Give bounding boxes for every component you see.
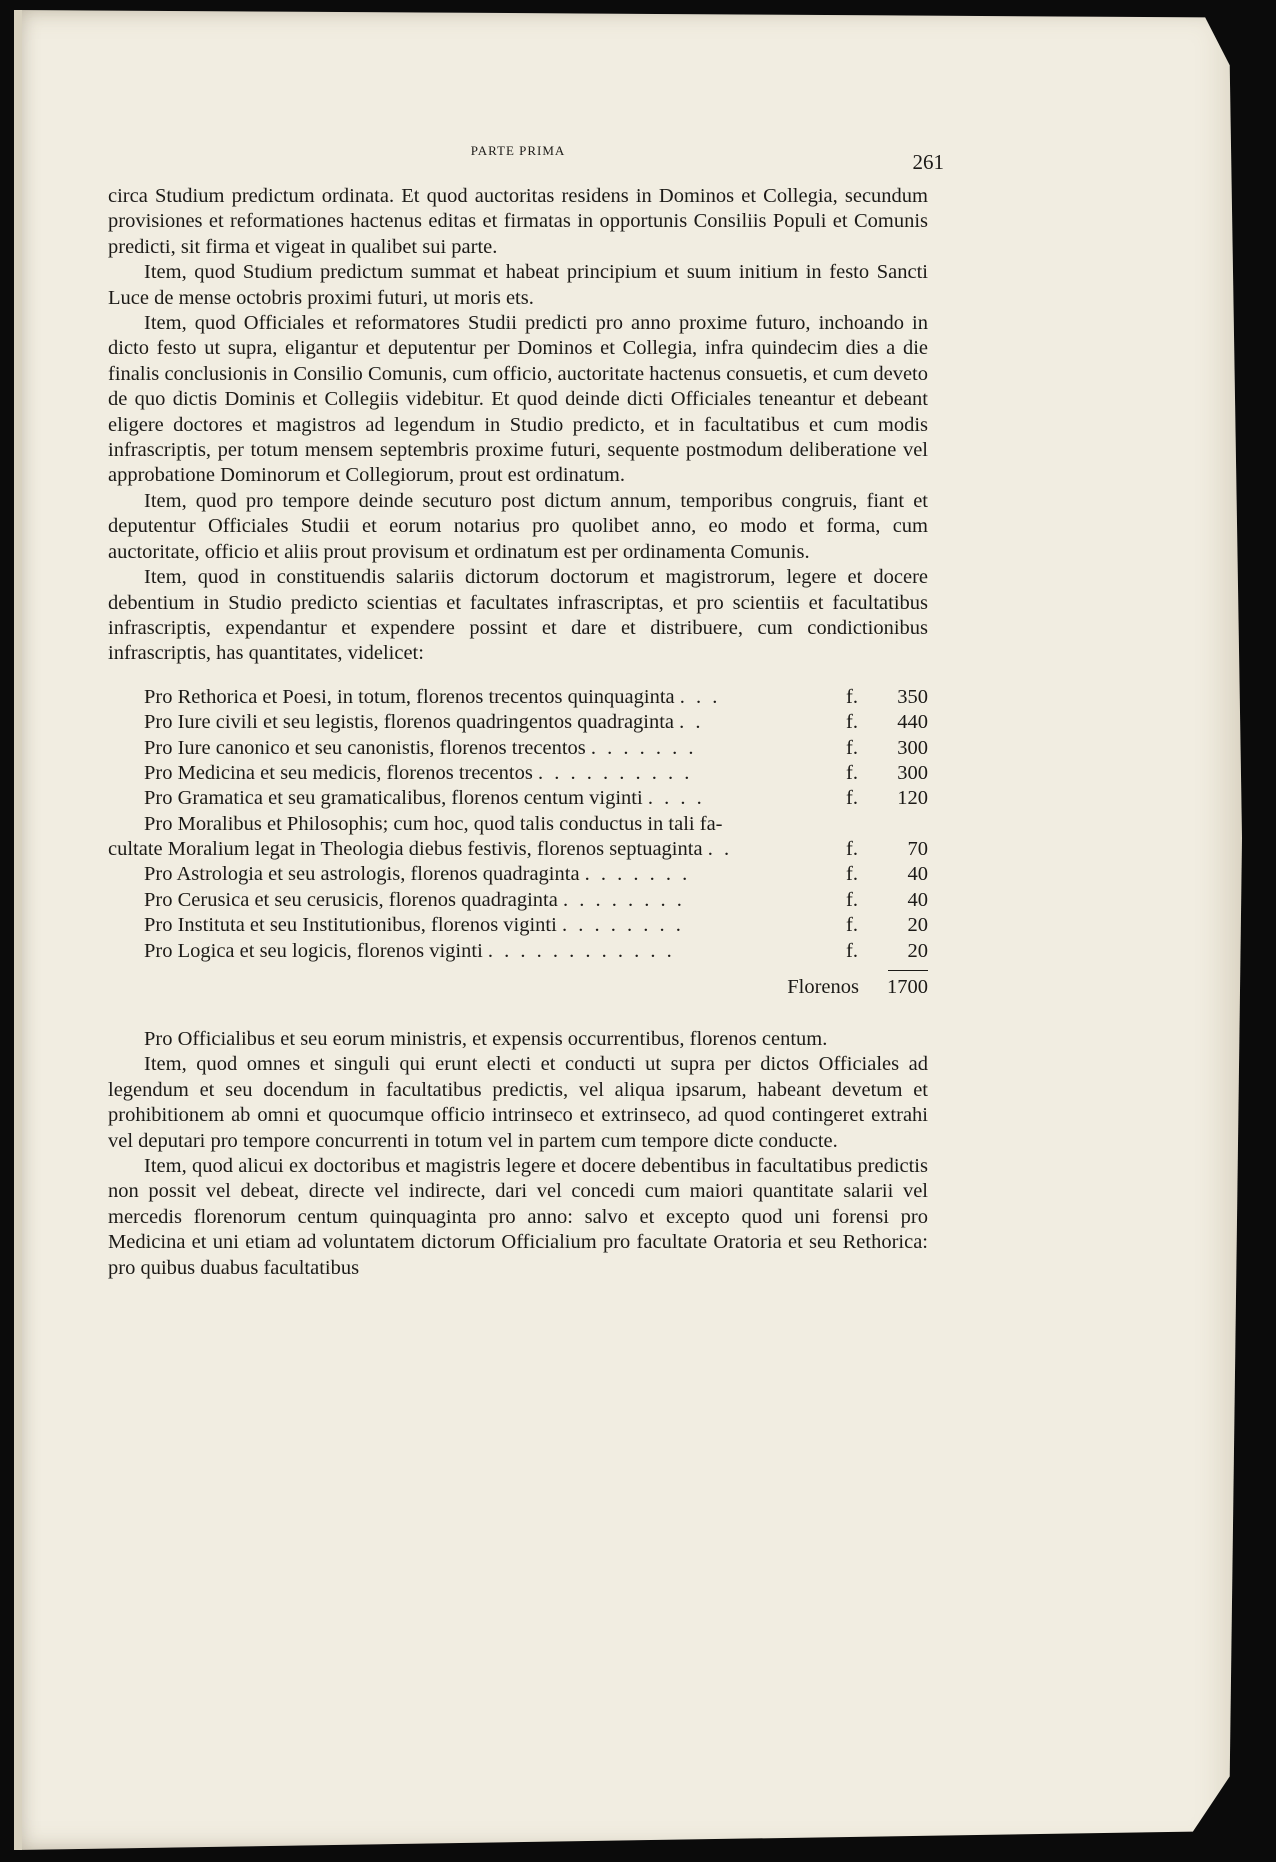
table-row [108, 786, 928, 811]
row-amount: 300 [897, 736, 928, 759]
table-row [108, 710, 928, 735]
table-row-moralibus-line2 [108, 837, 928, 862]
row-amount: 440 [897, 711, 928, 734]
row-text: Pro Iure canonico et seu canonistis, florenos trecentos [144, 736, 586, 759]
row-leader-dots: . . . . . . . . [562, 888, 685, 911]
row-leader-dots: . . . . [647, 787, 705, 810]
row-unit: f. [846, 787, 858, 810]
table-row [108, 913, 928, 938]
page-number: 261 [912, 150, 944, 174]
row-leader-dots: . . . . . . . [584, 863, 691, 886]
total-amount: 1700 [887, 976, 928, 999]
row-amount: 20 [907, 914, 928, 937]
row-leader-dots: . . . . . . . [590, 736, 697, 759]
row-text: Pro Cerusica et seu cerusicis, florenos quadraginta [144, 888, 558, 911]
row-leader-dots: . . [679, 711, 704, 734]
running-title: PARTE PRIMA [470, 143, 566, 158]
row-unit: f. [846, 736, 858, 759]
table-row [108, 939, 928, 964]
row-leader-dots: . . . . . . . . . . . . [487, 939, 675, 962]
paragraph: Item, quod alicui ex doctoribus et magistris legere et docere debentibus in facultatibus predictis non possit vel debeat, directe vel indirecte, dari vel concedi cum maiori quantitate salarii vel mercedis florenorum centum quinquaginta pro anno: salvo et excepto quod uni forensi pro Medicina et uni etiam ad voluntatem dictorum Officialium pro facultate Oratoria et seu Rethorica: pro quibus duabus facultatibus [108, 1155, 928, 1279]
row-amount: 300 [897, 761, 928, 784]
row-unit: f. [846, 863, 858, 886]
total-label: Florenos [787, 976, 859, 999]
row-unit: f. [846, 711, 858, 734]
row-text: Pro Astrologia et seu astrologis, florenos quadraginta [144, 863, 580, 886]
row-text: Pro Logica et seu logicis, florenos viginti [144, 939, 483, 962]
row-unit: f. [846, 914, 858, 937]
row-text: Pro Medicina et seu medicis, florenos trecentos [144, 761, 533, 784]
row-unit: f. [846, 939, 858, 962]
row-amount: 20 [907, 939, 928, 962]
table-row [108, 761, 928, 786]
paragraph: Item, quod pro tempore deinde secuturo post dictum annum, temporibus congruis, fiant et deputentur Officiales Studii et eorum notarius pro quolibet anno, eo modo et forma, cum auctoritate, officio et aliis prout provisum et ordinatum est per ordinamenta Comunis. [108, 489, 928, 563]
row-amount: 40 [907, 863, 928, 886]
row-leader-dots: . . [707, 838, 733, 861]
paragraph: Item, quod Studium predictum summat et habeat principium et suum initium in festo Sancti Luce de mense octobris proximi futuri, ut moris ets. [108, 261, 928, 309]
paragraph: Item, quod omnes et singuli qui erunt electi et conducti ut supra per dictos Officiales ad legendum et seu docendum in facultatibus predictis, vel aliqua ipsarum, habeant devetum et prohibitionem ab omni et quocumque officio intrinseco et extrinseco, ad quod contingeret extrahi vel deputari pro tempore concurrenti in totum vel in partem cum tempore dicte conducte. [108, 1053, 928, 1152]
row-text: cultate Moralium legat in Theologia diebus festivis, florenos septuaginta [108, 838, 703, 861]
row-leader-dots: . . . . . . . . . . [537, 761, 693, 784]
row-amount: 120 [897, 787, 928, 810]
row-leader-dots: . . . . . . . . [561, 914, 684, 937]
row-amount: 350 [897, 685, 928, 708]
row-leader-dots: . . . [679, 685, 721, 708]
row-amount: 70 [907, 838, 928, 861]
table-row [108, 888, 928, 913]
row-text: Pro Iure civili et seu legistis, florenos quadringentos quadraginta [144, 711, 675, 734]
page-header [108, 143, 944, 184]
row-text: Pro Gramatica et seu gramaticalibus, florenos centum viginti [144, 787, 643, 810]
paragraph: Pro Officialibus et seu eorum ministris, et expensis occurrentibus, florenos centum. [144, 1028, 828, 1051]
sum-rule [888, 970, 928, 971]
table-row [108, 685, 928, 710]
page-content [108, 143, 944, 1281]
paragraph: Item, quod Officiales et reformatores Studii predicti pro anno proxime futuro, inchoando in dicto festo ut supra, eligantur et deputentur per Dominos et Collegia, infra quindecim dies a die finalis conclusionis in Consilio Comunis, cum officio, auctoritate hactenus consuetis, et cum deveto de quo dictis Dominis et Collegiis videbitur. Et quod deinde dicti Officiales teneantur et debeant eligere doctores et magistros ad legendum in Studio predicto, et in facultatibus et cum modis infrascriptis, per totum mensem septembris proxime futuri, sequente postmodum deliberatione vel approbatione Dominorum et Collegiorum, prout est ordinatum. [108, 312, 928, 487]
closing-paragraphs [108, 1027, 928, 1281]
row-unit: f. [846, 838, 858, 861]
paragraph: circa Studium predictum ordinata. Et quod auctoritas residens in Dominos et Collegia, secundum provisiones et reformationes hactenus editas et firmatas in opportunis Consiliis Populi et Comunis predicti, sit firma et vigeat in qualibet sui parte. [108, 185, 928, 258]
total-rule [108, 970, 928, 971]
salary-table [108, 685, 928, 1001]
paragraph: Item, quod in constituendis salariis dictorum doctorum et magistrorum, legere et docere debentium in Studio predicto scientias et facultates infrascriptas, et pro scientiis et facultatibus infrascriptis, expendantur et expendere possint et dare et distribuere, cum condictionibus infrascriptis, has quantitates, videlicet: [108, 566, 928, 665]
row-text: Pro Rethorica et Poesi, in totum, florenos trecentos quinquaginta [144, 685, 675, 708]
table-row [108, 862, 928, 887]
page-gutter-edge [14, 10, 22, 1850]
table-row [108, 736, 928, 761]
row-text: Pro Moralibus et Philosophis; cum hoc, quod talis conductus in tali fa- [144, 812, 723, 835]
row-unit: f. [846, 888, 858, 911]
row-unit: f. [846, 761, 858, 784]
table-row-moralibus-line1 [108, 812, 928, 837]
row-text: Pro Instituta et seu Institutionibus, florenos viginti [144, 914, 557, 937]
total-row [108, 975, 928, 1001]
row-unit: f. [846, 685, 858, 708]
row-amount: 40 [907, 888, 928, 911]
